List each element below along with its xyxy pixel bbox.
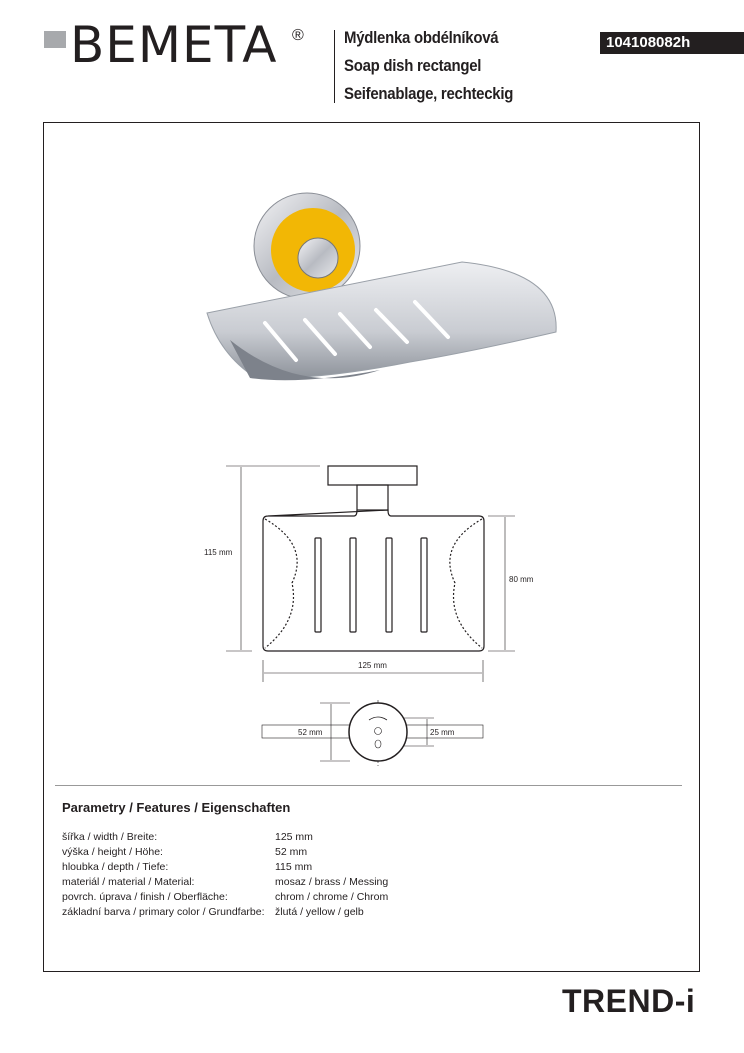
feature-value: 115 mm: [275, 861, 313, 873]
feature-value: chrom / chrome / Chrom: [275, 891, 389, 903]
height-label: 80 mm: [509, 575, 534, 584]
title-de: Seifenablage, rechteckig: [344, 84, 514, 103]
feature-row: [62, 891, 462, 903]
feature-row: [62, 906, 462, 918]
holes-label: 25 mm: [430, 728, 455, 737]
depth-label: 115 mm: [204, 548, 233, 557]
feature-value: mosaz / brass / Messing: [275, 876, 389, 888]
feature-row: [62, 861, 462, 873]
feature-row: [62, 846, 462, 858]
feature-value: žlutá / yellow / gelb: [275, 906, 364, 918]
title-cz: Mýdlenka obdélníková: [344, 28, 499, 47]
rosette-label: 52 mm: [298, 728, 323, 737]
feature-label: povrch. úprava / finish / Oberfläche:: [62, 891, 228, 903]
technical-drawing: [226, 466, 515, 766]
feature-label: základní barva / primary color / Grundfarbe:: [62, 906, 265, 918]
slot: [315, 538, 321, 632]
left-curve: [265, 519, 297, 648]
feature-row: [62, 876, 462, 888]
feature-value: 52 mm: [275, 846, 308, 858]
slot: [386, 538, 392, 632]
feature-label: materiál / material / Material:: [62, 876, 195, 888]
width-label: 125 mm: [358, 661, 387, 670]
product-code: 104108082h: [600, 32, 744, 54]
registered-mark: ®: [292, 27, 304, 44]
features-title: Parametry / Features / Eigenschaften: [62, 800, 291, 815]
wall-plate: [328, 466, 417, 485]
feature-label: hloubka / depth / Tiefe:: [62, 861, 169, 873]
series-name: TREND-i: [562, 983, 696, 1019]
slot: [350, 538, 356, 632]
feature-label: výška / height / Höhe:: [62, 846, 163, 858]
title-en: Soap dish rectangel: [344, 56, 482, 75]
brand-logo: BEMETA: [70, 16, 278, 74]
feature-label: šířka / width / Breite:: [62, 831, 158, 843]
rosette: [349, 703, 407, 761]
section-divider: [55, 785, 682, 786]
product-photo: [207, 193, 556, 380]
slot: [421, 538, 427, 632]
feature-row: [62, 831, 462, 843]
dish-outline: [263, 510, 484, 651]
right-curve: [450, 519, 482, 648]
feature-value: 125 mm: [275, 831, 313, 843]
neck: [357, 485, 388, 510]
